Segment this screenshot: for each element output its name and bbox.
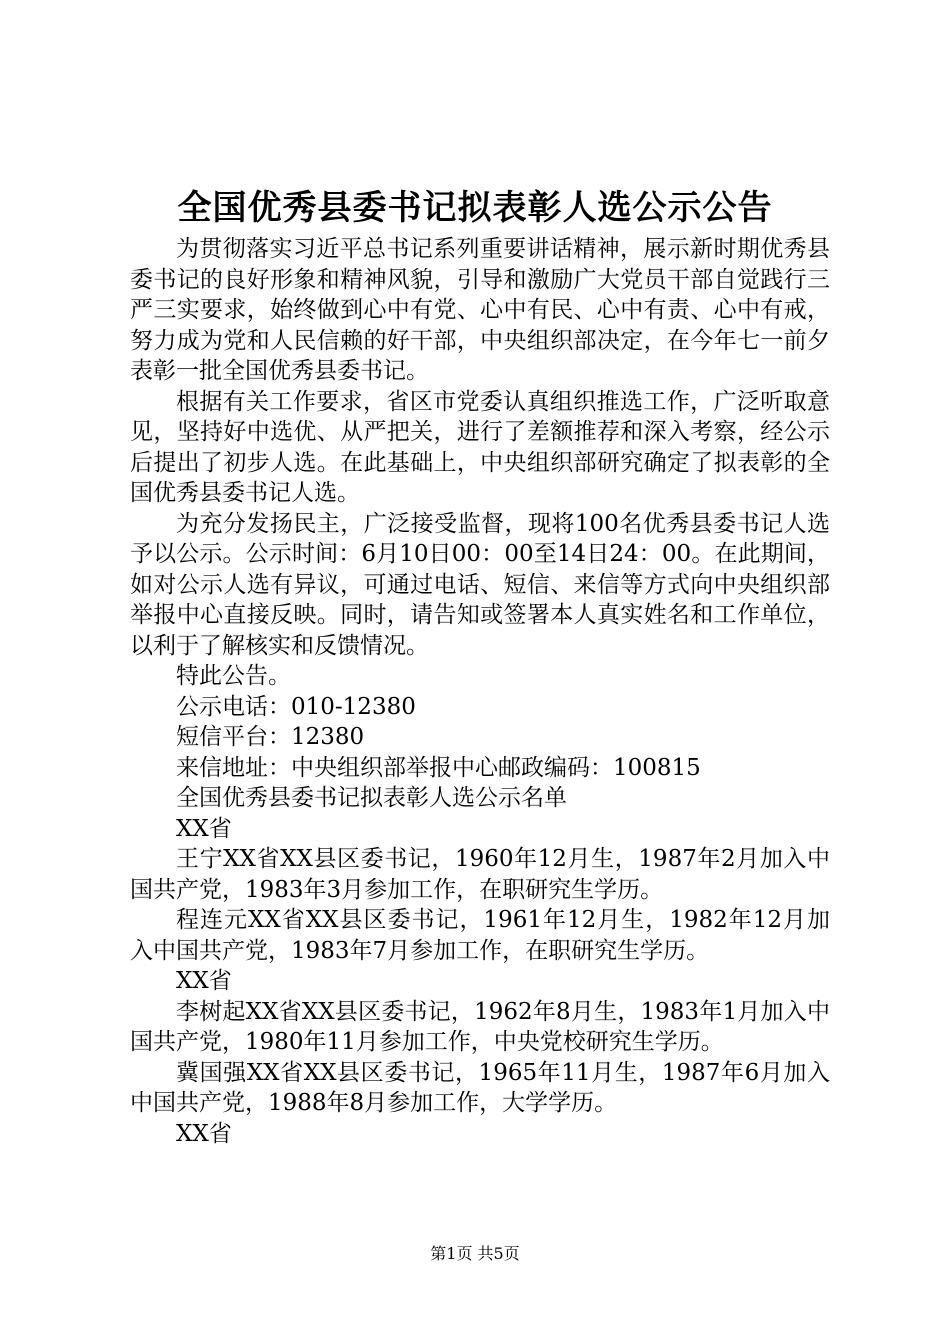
candidate-entry: 王宁XX省XX县区委书记，1960年12月生，1987年2月加入中国共产党，1983年3月参加工作，在职研究生学历。: [130, 846, 830, 903]
province-heading: XX省: [176, 1120, 232, 1147]
candidate-entry: 程连元XX省XX县区委书记，1961年12月生，1982年12月加入中国共产党，1983年7月参加工作，在职研究生学历。: [130, 907, 830, 964]
paragraph-publicity: 为充分发扬民主，广泛接受监督，现将100名优秀县委书记人选予以公示。公示时间：6月10日00：00至14日24：00。在此期间，如对公示人选有异议，可通过电话、短信、来信等方式向中央组织部举报中心直接反映。同时，请告知或签署本人真实姓名和工作单位，以利于了解核实和反馈情况。: [130, 510, 830, 659]
paragraph-notice: 特此公告。: [176, 663, 291, 689]
document-body: [130, 234, 830, 1149]
candidate-entry: 李树起XX省XX县区委书记，1962年8月生，1983年1月加入中国共产党，1980年11月参加工作，中央党校研究生学历。: [130, 998, 830, 1055]
document-title: 全国优秀县委书记拟表彰人选公示公告: [177, 188, 773, 228]
page-footer: 第1页 共5页: [430, 1244, 520, 1263]
candidate-entry: 冀国强XX省XX县区委书记，1965年11月生，1987年6月加入中国共产党，1988年8月参加工作，大学学历。: [130, 1059, 830, 1116]
paragraph-selection: 根据有关工作要求，省区市党委认真组织推选工作，广泛听取意见，坚持好中选优、从严把关，进行了差额推荐和深入考察，经公示后提出了初步人选。在此基础上，中央组织部研究确定了拟表彰的全国优秀县委书记人选。: [130, 388, 830, 506]
contact-phone: 公示电话：010-12380: [176, 693, 416, 720]
province-heading: XX省: [176, 968, 232, 994]
contact-sms: 短信平台：12380: [176, 724, 365, 750]
contact-address: 来信地址：中央组织部举报中心邮政编码：100815: [176, 754, 701, 781]
paragraph-intro: 为贯彻落实习近平总书记系列重要讲话精神，展示新时期优秀县委书记的良好形象和精神风貌，引导和激励广大党员干部自觉践行三严三实要求，始终做到心中有党、心中有民、心中有责、心中有戒，努力成为党和人民信赖的好干部，中央组织部决定，在今年七一前夕表彰一批全国优秀县委书记。: [130, 236, 830, 384]
province-heading: XX省: [176, 815, 232, 842]
list-heading: 全国优秀县委书记拟表彰人选公示名单: [176, 785, 567, 811]
